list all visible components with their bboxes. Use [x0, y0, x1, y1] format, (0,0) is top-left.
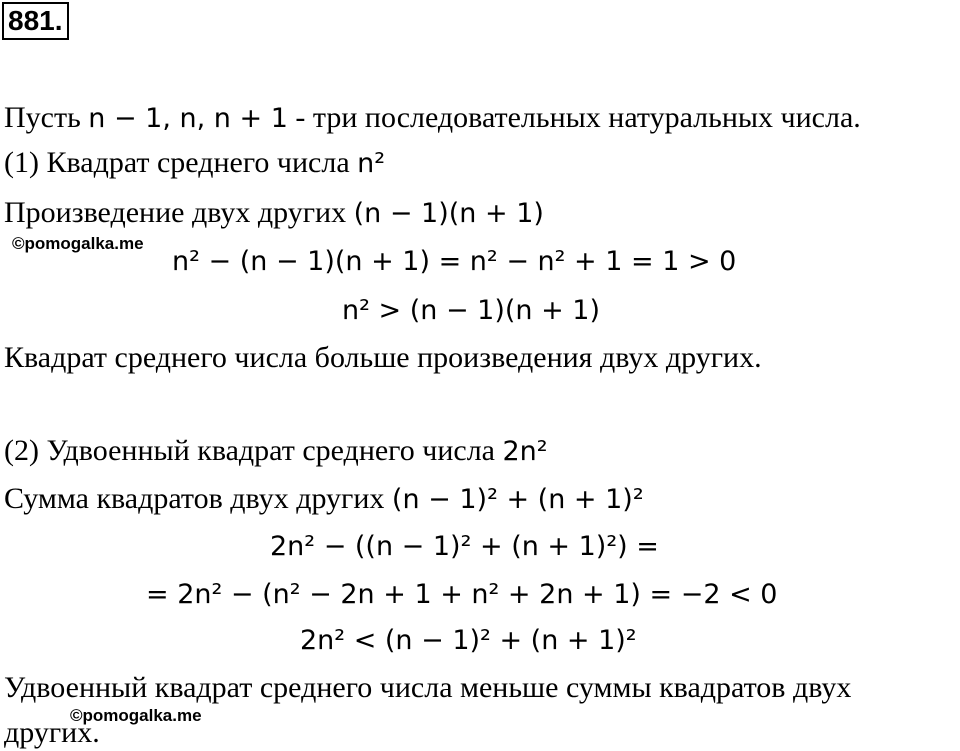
- equation-4-math: = 2n² − (n² − 2n + 1 + n² + 2n + 1) = −2 < 0: [146, 579, 778, 610]
- equation-1: [172, 243, 736, 280]
- equation-5-math: 2n² < (n − 1)² + (n + 1)²: [300, 625, 637, 656]
- product-line: [4, 195, 544, 232]
- equation-3: [270, 528, 659, 565]
- intro-text: Пусть: [4, 101, 89, 134]
- part2-heading: [4, 433, 548, 470]
- product-math: (n − 1)(n + 1): [353, 198, 544, 229]
- part1-heading: [4, 145, 385, 182]
- equation-1-math: n² − (n − 1)(n + 1) = n² − n² + 1 = 1 > 0: [172, 246, 737, 277]
- sum-line: [4, 481, 644, 518]
- watermark-bottom: ©pomogalka.me: [70, 706, 202, 725]
- equation-2-math: n² > (n − 1)(n + 1): [342, 295, 601, 326]
- part1-text: (1) Квадрат среднего числа: [4, 146, 358, 179]
- conclusion-1: Квадрат среднего числа больше произведения двух других.: [4, 341, 762, 374]
- part1-math: n²: [357, 148, 386, 179]
- part2-text: (2) Удвоенный квадрат среднего числа: [4, 434, 503, 467]
- sum-math: (n − 1)² + (n + 1)²: [391, 484, 644, 515]
- equation-5: [300, 622, 637, 659]
- conclusion-2-continued: других.: [4, 716, 100, 749]
- equation-4: [146, 576, 777, 613]
- intro-tail: - три последовательных натуральных числа.: [287, 101, 861, 134]
- intro-math: n − 1, n, n + 1: [88, 103, 288, 134]
- intro-line: [4, 100, 861, 137]
- product-text: Произведение двух других: [4, 196, 354, 229]
- sum-text: Сумма квадратов двух других: [4, 482, 392, 515]
- watermark-top: ©pomogalka.me: [12, 234, 144, 253]
- conclusion-2: Удвоенный квадрат среднего числа меньше суммы квадратов двух: [4, 671, 852, 704]
- equation-2: [342, 292, 600, 329]
- part2-math: 2n²: [502, 436, 548, 467]
- problem-number: 881.: [2, 2, 69, 40]
- equation-3-math: 2n² − ((n − 1)² + (n + 1)²) =: [270, 531, 659, 562]
